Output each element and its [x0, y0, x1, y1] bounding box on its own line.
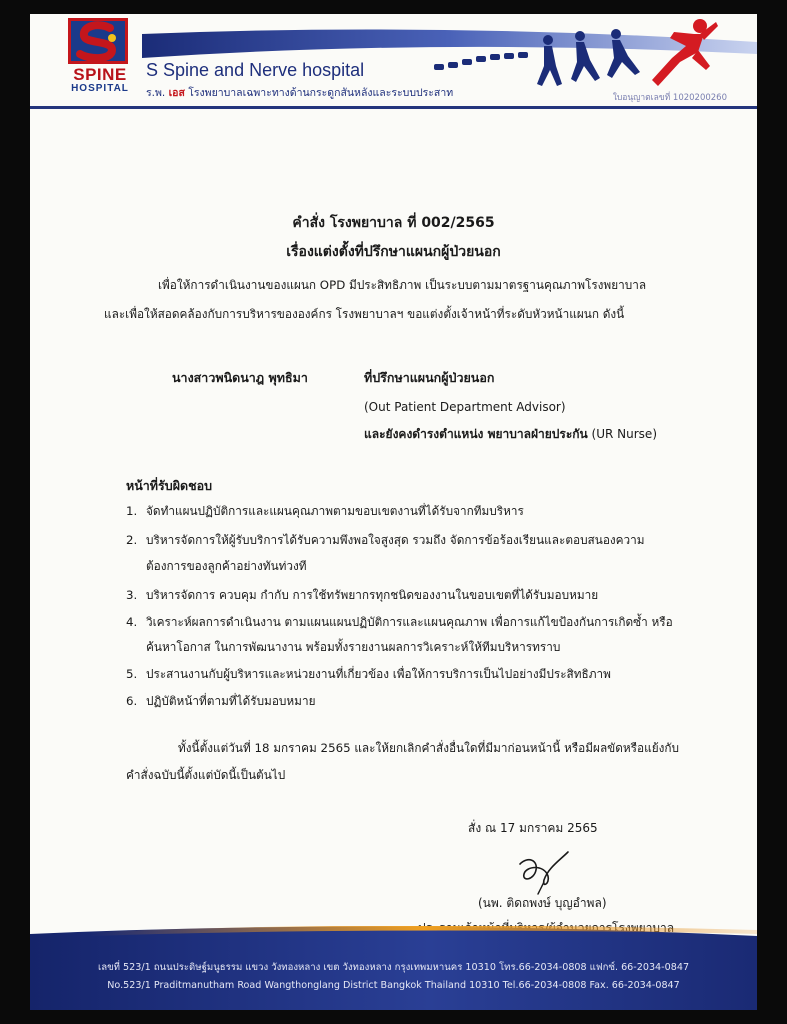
order-subject: เรื่องแต่งตั้งที่ปรึกษาแผนกผู้ป่วยนอก: [286, 244, 501, 260]
order-title: คำสั่ง โรงพยาบาล ที่ 002/2565: [292, 215, 495, 231]
document-page: [30, 14, 757, 1010]
duty-text-continued: ต้องการของลูกค้าอย่างทันท่วงที: [146, 559, 307, 573]
duty-number: 1.: [126, 504, 138, 518]
header-divider: [30, 106, 757, 109]
duty-number: 2.: [126, 533, 138, 547]
effective-date-line-2: คำสั่งฉบับนี้ตั้งแต่บัดนี้เป็นต้นไป: [126, 768, 286, 782]
duty-item: [126, 613, 673, 631]
intro-line-1: เพื่อให้การดำเนินงานของแผนก OPD มีประสิทธิภาพ เป็นระบบตามมาตรฐานคุณภาพโรงพยาบาล: [158, 278, 647, 292]
signer-name: (นพ. ติดถพงษ์ บุญอำพล): [478, 896, 607, 910]
hospital-name-thai: [146, 84, 453, 101]
retained-position-english: (UR Nurse): [587, 427, 657, 441]
duty-text: จัดทำแผนปฏิบัติการและแผนคุณภาพตามขอบเขตงานที่ได้รับจากทีมบริหาร: [146, 504, 524, 518]
duty-number: 6.: [126, 694, 138, 708]
hospital-name-english: S Spine and Nerve hospital: [146, 60, 365, 80]
hospital-logo-icon: [68, 18, 128, 64]
jumping-figure-icon: [640, 16, 720, 94]
spine-runners-graphic-icon: [430, 26, 650, 92]
footer-address-english: No.523/1 Praditmanutham Road Wangthonglang District Bangkok Thailand 10310 Tel.66-2034-0808 Fax. 66-2034-0847: [107, 980, 680, 991]
logo-subtext: HOSPITAL: [71, 83, 129, 94]
appointee-name: นางสาวพนิดนาฎ พุทธิมา: [172, 370, 308, 385]
letterhead: [30, 14, 757, 114]
footer-address-thai: เลขที่ 523/1 ถนนประดิษฐ์มนูธรรม แขวง วังทองหลาง เขต วังทองหลาง กรุงเทพมหานคร 10310 โทร.66-2034-0808 แฟกซ์. 66-2034-0847: [97, 962, 690, 973]
duty-text: ประสานงานกับผู้บริหารและหน่วยงานที่เกี่ยวข้อง เพื่อให้การบริการเป็นไปอย่างมีประสิทธิภาพ: [146, 667, 611, 681]
duty-number: 3.: [126, 588, 138, 602]
duty-text-continued: ค้นหาโอกาส ในการพัฒนางาน พร้อมทั้งรายงานผลการวิเคราะห์ให้ทีมบริหารทราบ: [146, 640, 561, 654]
effective-date-line-1: ทั้งนี้ตั้งแต่วันที่ 18 มกราคม 2565 และให้ยกเลิกคำสั่งอื่นใดที่มีมาก่อนหน้านี้ หรือมีผลขัดหรือแย้งกับ: [178, 741, 680, 755]
duty-text: วิเคราะห์ผลการดำเนินงาน ตามแผนแผนปฏิบัติการและแผนคุณภาพ เพื่อการแก้ไขป้องกันการเกิดซ้ำ หรือ: [146, 615, 673, 629]
duty-number: 4.: [126, 615, 138, 629]
duty-text: บริหารจัดการ ควบคุม กำกับ การใช้ทรัพยากรทุกชนิดของงานในขอบเขตที่ได้รับมอบหมาย: [146, 588, 599, 602]
hospital-name-thai-brand: เอส: [168, 87, 185, 99]
duty-text: ปฏิบัติหน้าที่ตามที่ได้รับมอบหมาย: [146, 694, 316, 708]
duty-item: [126, 502, 524, 520]
signed-date: สั่ง ณ 17 มกราคม 2565: [468, 821, 598, 835]
duty-number: 5.: [126, 667, 138, 681]
intro-line-2: และเพื่อให้สอดคล้องกับการบริหารขององค์กร โรงพยาบาลฯ ขอแต่งตั้งเจ้าหน้าที่ระดับหัวหน้าแผนก ดังนี้: [104, 307, 625, 321]
duty-text: บริหารจัดการให้ผู้รับบริการได้รับความพึงพอใจสูงสุด รวมถึง จัดการข้อร้องเรียนและตอบสนองความ: [146, 533, 645, 547]
signature-icon: [514, 846, 574, 896]
retained-position-thai: และยังคงดำรงตำแหน่ง พยาบาลฝ่ายประกัน: [364, 427, 588, 441]
appointed-position-thai: ที่ปรึกษาแผนกผู้ป่วยนอก: [364, 370, 495, 385]
duty-item: [126, 692, 316, 710]
duty-item: [126, 665, 611, 683]
license-number: ใบอนุญาตเลขที่ 1020200260: [612, 93, 727, 103]
logo-wordmark: SPINE: [73, 65, 127, 84]
retained-position: [364, 425, 657, 443]
hospital-name-thai-rest: โรงพยาบาลเฉพาะทางด้านกระดูกสันหลังและระบบประสาท: [188, 87, 454, 99]
duty-item: [126, 531, 645, 549]
duties-heading: หน้าที่รับผิดชอบ: [126, 478, 213, 493]
duty-item: [126, 586, 598, 604]
hospital-name-thai-prefix: ร.พ.: [146, 87, 166, 99]
appointed-position-english: (Out Patient Department Advisor): [364, 400, 566, 414]
